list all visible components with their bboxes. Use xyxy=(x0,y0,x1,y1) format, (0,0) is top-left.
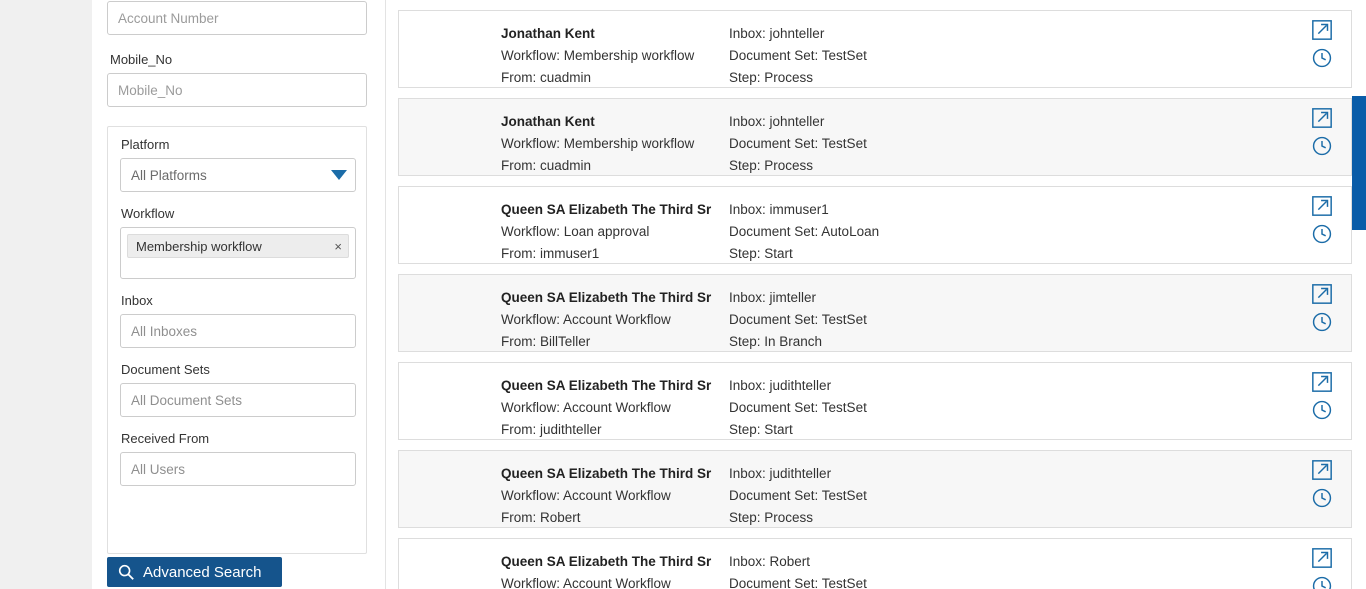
result-inbox: Inbox: Robert xyxy=(729,554,811,569)
account-number-input[interactable] xyxy=(107,1,367,35)
result-actions xyxy=(1311,283,1333,333)
inbox-label: Inbox xyxy=(121,293,153,308)
workflow-token-label: Membership workflow xyxy=(136,238,262,254)
workflow-label: Workflow xyxy=(121,206,175,221)
clock-history-icon[interactable] xyxy=(1311,223,1333,245)
inbox-input[interactable] xyxy=(120,314,356,348)
result-inbox: Inbox: immuser1 xyxy=(729,202,829,217)
clock-history-icon[interactable] xyxy=(1311,487,1333,509)
open-external-icon[interactable] xyxy=(1311,283,1333,305)
result-secondary-column xyxy=(729,23,1109,89)
result-document-set: Document Set: TestSet xyxy=(729,576,867,589)
account-number-row xyxy=(107,1,367,35)
received-from-label: Received From xyxy=(121,431,210,446)
result-workflow: Workflow: Account Workflow xyxy=(501,488,671,503)
result-step: Step: Process xyxy=(729,158,814,173)
results-list[interactable] xyxy=(386,0,1366,589)
document-sets-input[interactable] xyxy=(120,383,356,417)
table-row[interactable] xyxy=(398,186,1352,264)
result-inbox: Inbox: jimteller xyxy=(729,290,817,305)
result-primary-column xyxy=(399,111,729,177)
result-from: From: BillTeller xyxy=(501,334,591,349)
result-document-set: Document Set: AutoLoan xyxy=(729,224,880,239)
clock-history-icon[interactable] xyxy=(1311,47,1333,69)
clock-history-icon[interactable] xyxy=(1311,399,1333,421)
result-workflow: Workflow: Account Workflow xyxy=(501,400,671,415)
result-secondary-column xyxy=(729,463,1109,529)
result-step: Step: Process xyxy=(729,70,814,85)
result-secondary-column xyxy=(729,287,1109,353)
platform-select[interactable] xyxy=(120,158,356,192)
clock-history-icon[interactable] xyxy=(1311,575,1333,589)
result-workflow: Workflow: Membership workflow xyxy=(501,48,695,63)
result-document-set: Document Set: TestSet xyxy=(729,136,867,151)
result-step: Step: Start xyxy=(729,246,793,261)
table-row[interactable] xyxy=(398,450,1352,528)
table-row[interactable] xyxy=(398,98,1352,176)
result-primary-column xyxy=(399,199,729,265)
table-row[interactable] xyxy=(398,362,1352,440)
open-external-icon[interactable] xyxy=(1311,19,1333,41)
result-primary-column xyxy=(399,23,729,89)
result-actions xyxy=(1311,107,1333,157)
result-workflow: Workflow: Membership workflow xyxy=(501,136,695,151)
result-actions xyxy=(1311,371,1333,421)
filters-group xyxy=(107,126,367,554)
received-from-input[interactable] xyxy=(120,452,356,486)
open-external-icon[interactable] xyxy=(1311,195,1333,217)
result-actions xyxy=(1311,459,1333,509)
platform-label: Platform xyxy=(121,137,170,152)
result-name: Queen SA Elizabeth The Third Sr xyxy=(501,202,712,217)
result-inbox: Inbox: judithteller xyxy=(729,466,832,481)
mobile-no-row xyxy=(107,73,367,107)
result-name: Queen SA Elizabeth The Third Sr xyxy=(501,554,712,569)
result-workflow: Workflow: Account Workflow xyxy=(501,312,671,327)
result-step: Step: Process xyxy=(729,510,814,525)
result-inbox: Inbox: judithteller xyxy=(729,378,832,393)
result-workflow: Workflow: Account Workflow xyxy=(501,576,671,589)
result-secondary-column xyxy=(729,199,1109,265)
result-step: Step: In Branch xyxy=(729,334,823,349)
result-document-set: Document Set: TestSet xyxy=(729,400,867,415)
chevron-down-icon xyxy=(331,170,347,180)
result-name: Queen SA Elizabeth The Third Sr xyxy=(501,378,712,393)
mobile-no-input[interactable] xyxy=(107,73,367,107)
search-icon xyxy=(117,563,135,581)
result-name: Jonathan Kent xyxy=(501,26,595,41)
result-from: From: immuser1 xyxy=(501,246,600,261)
result-actions xyxy=(1311,195,1333,245)
clock-history-icon[interactable] xyxy=(1311,311,1333,333)
advanced-search-button[interactable] xyxy=(107,557,282,587)
advanced-search-label: Advanced Search xyxy=(143,563,262,581)
result-workflow: Workflow: Loan approval xyxy=(501,224,650,239)
result-actions xyxy=(1311,547,1333,589)
document-sets-label: Document Sets xyxy=(121,362,210,377)
workflow-token[interactable] xyxy=(127,234,349,258)
result-from: From: cuadmin xyxy=(501,158,592,173)
result-from: From: Robert xyxy=(501,510,581,525)
result-document-set: Document Set: TestSet xyxy=(729,48,867,63)
result-document-set: Document Set: TestSet xyxy=(729,488,867,503)
result-from: From: judithteller xyxy=(501,422,602,437)
left-gutter xyxy=(0,0,92,589)
result-name: Queen SA Elizabeth The Third Sr xyxy=(501,466,712,481)
result-primary-column xyxy=(399,463,729,529)
table-row[interactable] xyxy=(398,10,1352,88)
result-document-set: Document Set: TestSet xyxy=(729,312,867,327)
right-edge-tab[interactable] xyxy=(1352,96,1366,230)
table-row[interactable] xyxy=(398,538,1352,589)
result-secondary-column xyxy=(729,111,1109,177)
search-sidebar xyxy=(92,0,386,589)
workflow-token-box[interactable] xyxy=(120,227,356,279)
result-secondary-column xyxy=(729,375,1109,441)
result-inbox: Inbox: johnteller xyxy=(729,114,825,129)
result-primary-column xyxy=(399,287,729,353)
open-external-icon[interactable] xyxy=(1311,107,1333,129)
result-secondary-column xyxy=(729,551,1109,589)
clock-history-icon[interactable] xyxy=(1311,135,1333,157)
result-inbox: Inbox: johnteller xyxy=(729,26,825,41)
open-external-icon[interactable] xyxy=(1311,459,1333,481)
open-external-icon[interactable] xyxy=(1311,547,1333,569)
result-from: From: cuadmin xyxy=(501,70,592,85)
remove-token-icon[interactable]: × xyxy=(334,238,342,254)
result-step: Step: Start xyxy=(729,422,793,437)
result-name: Jonathan Kent xyxy=(501,114,595,129)
open-external-icon[interactable] xyxy=(1311,371,1333,393)
platform-selected-value: All Platforms xyxy=(131,167,207,183)
mobile-no-label: Mobile_No xyxy=(110,52,173,67)
result-name: Queen SA Elizabeth The Third Sr xyxy=(501,290,712,305)
result-primary-column xyxy=(399,375,729,441)
result-actions xyxy=(1311,19,1333,69)
result-primary-column xyxy=(399,551,729,589)
table-row[interactable] xyxy=(398,274,1352,352)
